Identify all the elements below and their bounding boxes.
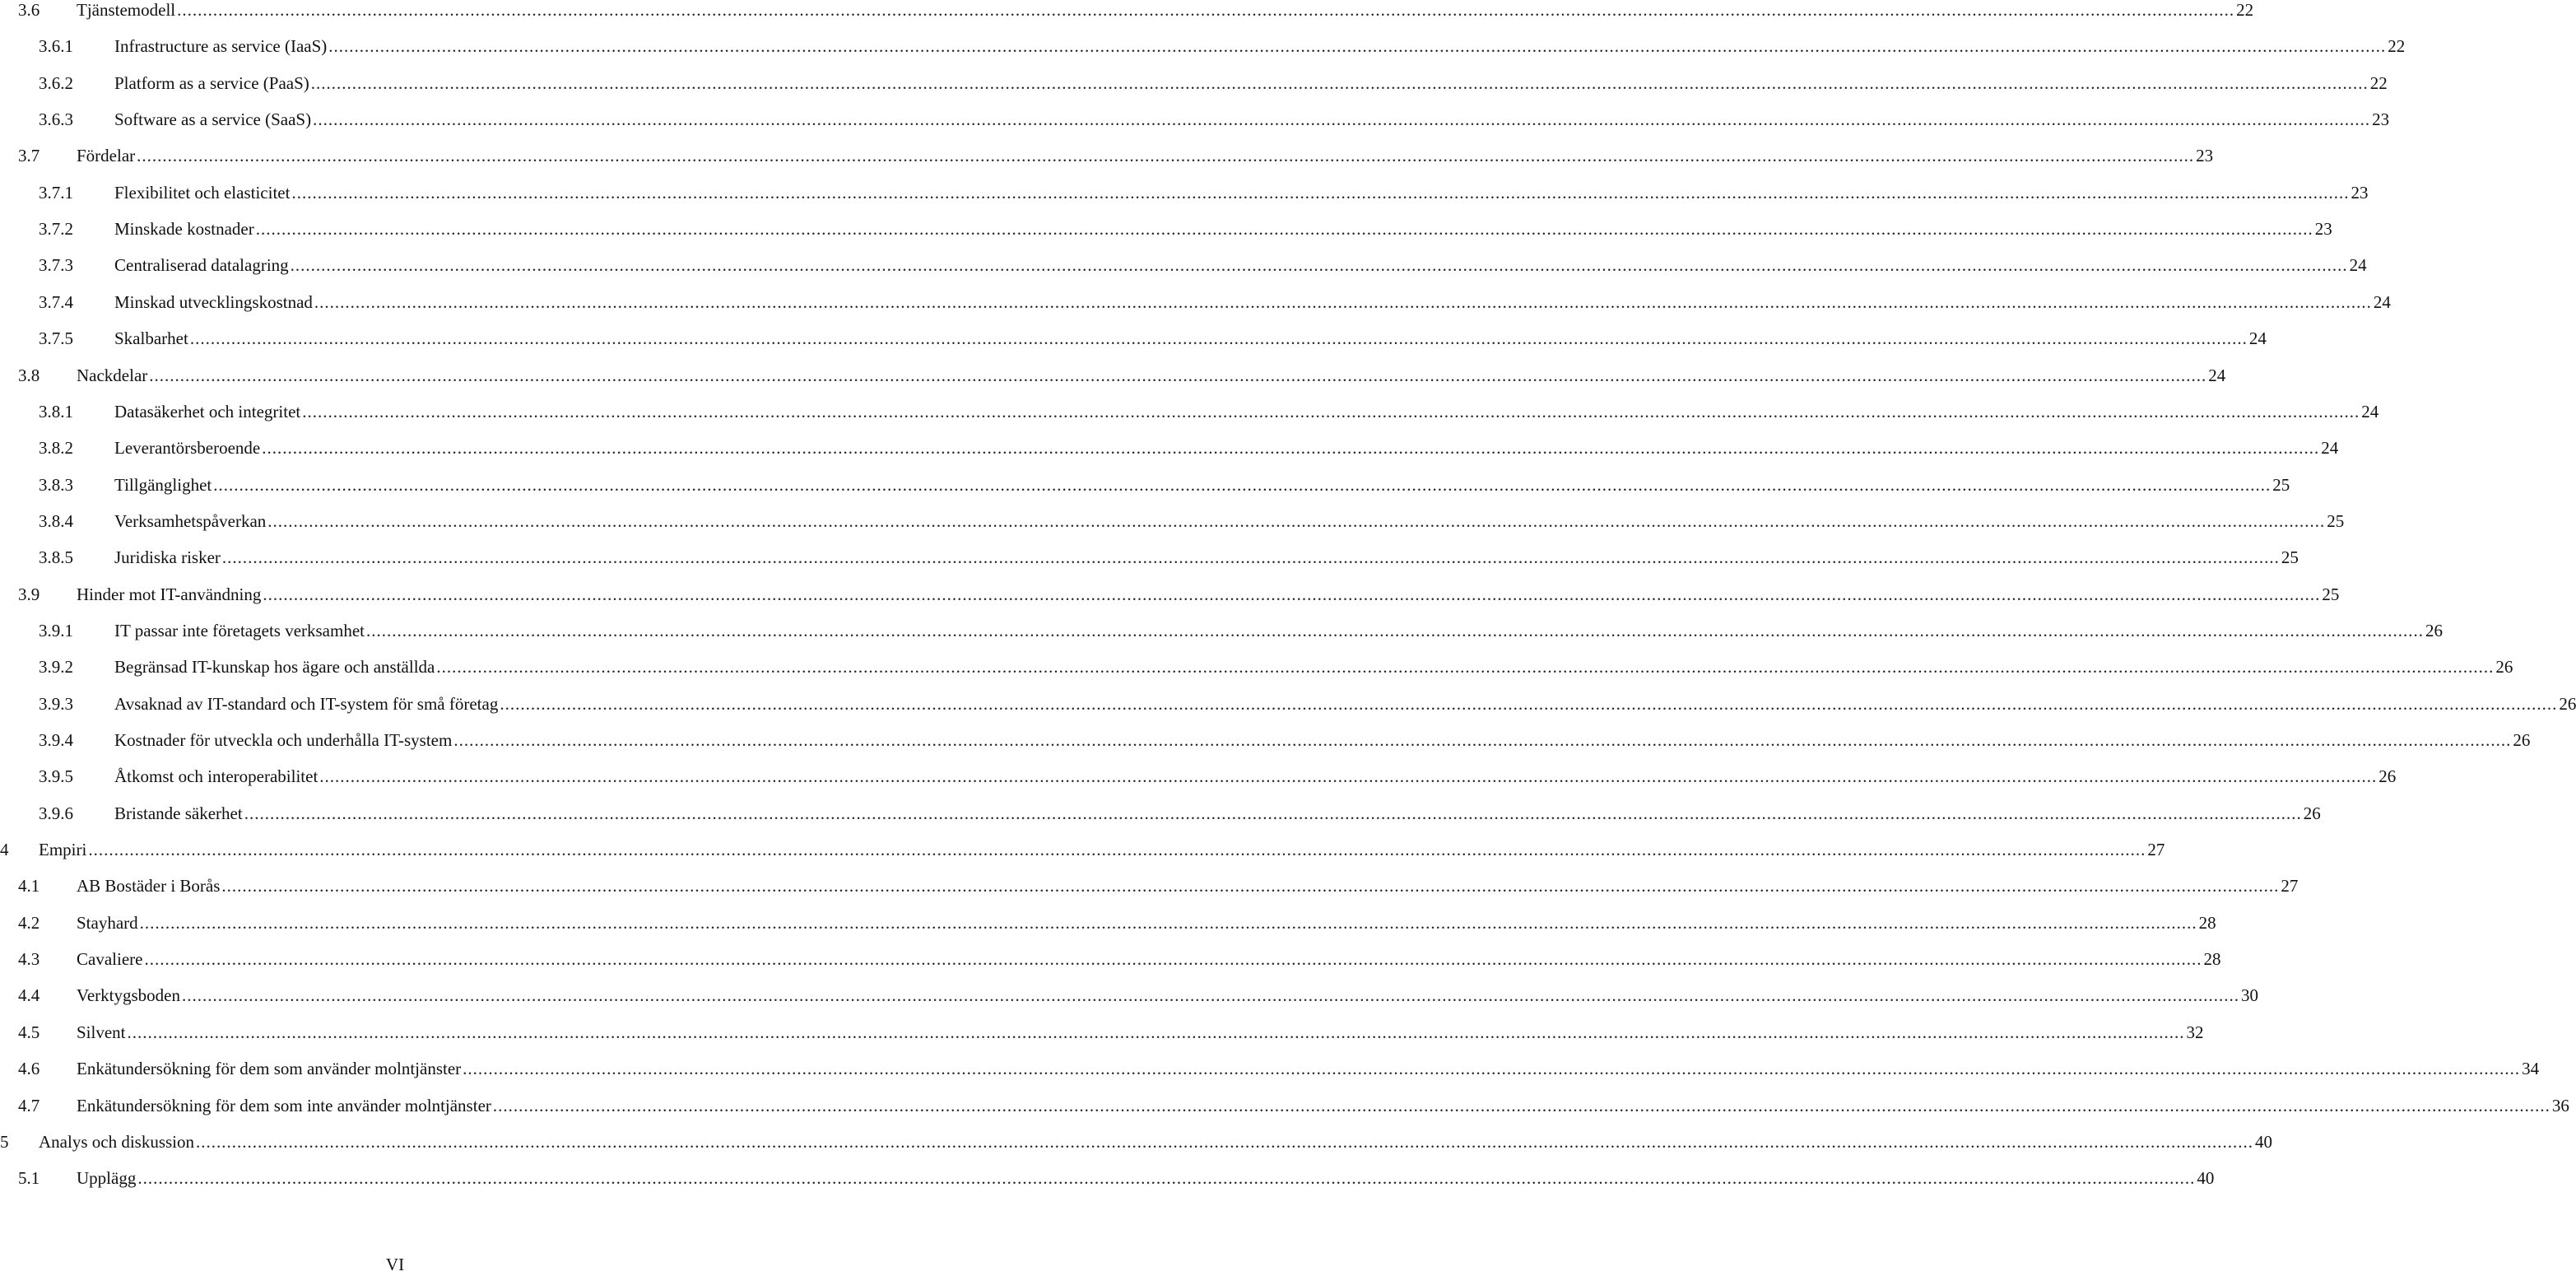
- toc-entry-title: Silvent: [77, 1022, 126, 1042]
- toc-entry-number: 3.7.5: [39, 328, 73, 348]
- toc-dot-leader: ................................................................................................................................................................................................................................................................................................................................................................................................................: [139, 912, 2197, 933]
- toc-entry-number: 3.7.4: [39, 291, 73, 312]
- toc-entry-page: 30: [2240, 985, 2258, 1005]
- toc-entry-number: 3.6.3: [39, 109, 73, 129]
- toc-dot-leader: ................................................................................................................................................................................................................................................................................................................................................................................................................: [436, 656, 2495, 677]
- toc-entry-page: 26: [2513, 729, 2531, 750]
- toc-entry-number: 4.1: [18, 875, 40, 896]
- toc-entry[interactable]: [0, 1056, 2540, 1081]
- toc-entry-title: Centraliserad datalagring: [114, 254, 289, 275]
- toc-entry-title: Platform as a service (PaaS): [114, 72, 309, 93]
- toc-entry-page: 28: [2198, 912, 2216, 933]
- toc-dot-leader: ................................................................................................................................................................................................................................................................................................................................................................................................................: [221, 547, 2280, 567]
- toc-entry-page: 24: [2361, 401, 2379, 421]
- toc-entry-page: 24: [2248, 328, 2267, 348]
- toc-entry-number: 5: [0, 1131, 9, 1152]
- toc-dot-leader: ................................................................................................................................................................................................................................................................................................................................................................................................................: [189, 328, 2248, 348]
- toc-entry-page: 22: [2236, 0, 2254, 20]
- toc-entry-title: Fördelar: [77, 145, 136, 165]
- toc-dot-leader: ................................................................................................................................................................................................................................................................................................................................................................................................................: [453, 729, 2512, 750]
- toc-entry-number: 4.5: [18, 1022, 40, 1042]
- toc-entry[interactable]: [0, 1020, 2204, 1045]
- toc-entry[interactable]: [0, 692, 2576, 716]
- toc-entry[interactable]: [0, 0, 2254, 22]
- toc-entry-page: 40: [2197, 1167, 2215, 1188]
- toc-entry-page: 25: [2281, 547, 2299, 567]
- toc-entry[interactable]: [0, 107, 2390, 132]
- toc-entry-title: Verksamhetspåverkan: [114, 510, 267, 531]
- toc-entry-title: Enkätundersökning för dem som använder molntjänster: [77, 1058, 462, 1078]
- toc-entry[interactable]: [0, 1129, 2272, 1154]
- toc-entry-number: 4.6: [18, 1058, 40, 1078]
- toc-entry-title: Skalbarhet: [114, 328, 188, 348]
- toc-dot-leader: ................................................................................................................................................................................................................................................................................................................................................................................................................: [144, 948, 2202, 969]
- toc-entry[interactable]: [0, 399, 2379, 424]
- toc-entry-page: 36: [2551, 1095, 2569, 1115]
- toc-dot-leader: ................................................................................................................................................................................................................................................................................................................................................................................................................: [262, 437, 2320, 458]
- toc-entry-page: 22: [2388, 35, 2406, 56]
- toc-entry[interactable]: [0, 435, 2339, 460]
- toc-entry[interactable]: [0, 618, 2443, 643]
- toc-entry-title: AB Bostäder i Borås: [77, 875, 221, 896]
- toc-entry-page: 26: [2425, 620, 2443, 640]
- toc-entry-number: 3.9.2: [39, 656, 73, 677]
- toc-entry[interactable]: [0, 947, 2221, 971]
- toc-entry-page: 34: [2522, 1058, 2540, 1078]
- toc-entry[interactable]: [0, 217, 2332, 241]
- toc-entry[interactable]: [0, 71, 2388, 95]
- toc-entry-page: 23: [2314, 218, 2332, 239]
- toc-entry-number: 3.8.2: [39, 437, 73, 458]
- toc-dot-leader: ................................................................................................................................................................................................................................................................................................................................................................................................................: [127, 1022, 2185, 1042]
- toc-entry[interactable]: [0, 253, 2367, 277]
- toc-entry[interactable]: [0, 1093, 2569, 1118]
- toc-entry[interactable]: [0, 873, 2299, 898]
- toc-entry-number: 4.4: [18, 985, 40, 1005]
- toc-entry-title: Flexibilitet och elasticitet: [114, 182, 291, 203]
- toc-entry[interactable]: [0, 764, 2397, 789]
- toc-dot-leader: ................................................................................................................................................................................................................................................................................................................................................................................................................: [319, 766, 2378, 786]
- toc-entry-title: Leverantörsberoende: [114, 437, 261, 458]
- toc-dot-leader: ................................................................................................................................................................................................................................................................................................................................................................................................................: [137, 145, 2195, 165]
- toc-entry[interactable]: [0, 509, 2345, 533]
- toc-entry-title: Kostnader för utveckla och underhålla IT-system: [114, 729, 453, 750]
- toc-entry-title: Hinder mot IT-användning: [77, 584, 262, 604]
- toc-entry-page: 27: [2147, 839, 2165, 859]
- toc-entry-page: 26: [2378, 766, 2397, 786]
- toc-dot-leader: ................................................................................................................................................................................................................................................................................................................................................................................................................: [313, 109, 2371, 129]
- toc-entry[interactable]: [0, 910, 2216, 935]
- toc-entry[interactable]: [0, 582, 2340, 607]
- toc-entry-page: 32: [2186, 1022, 2204, 1042]
- toc-dot-leader: ................................................................................................................................................................................................................................................................................................................................................................................................................: [290, 254, 2348, 275]
- toc-entry-page: 25: [2322, 584, 2340, 604]
- toc-entry-number: 3.6.2: [39, 72, 73, 93]
- toc-entry-number: 3.8.3: [39, 474, 73, 495]
- toc-dot-leader: ................................................................................................................................................................................................................................................................................................................................................................................................................: [328, 35, 2387, 56]
- toc-entry-title: Infrastructure as service (IaaS): [114, 35, 328, 56]
- toc-entry-title: Cavaliere: [77, 948, 143, 969]
- toc-entry-title: Begränsad IT-kunskap hos ägare och anställda: [114, 656, 435, 677]
- toc-entry-title: Empiri: [39, 839, 87, 859]
- toc-entry-number: 3.9.6: [39, 803, 73, 823]
- toc-dot-leader: ................................................................................................................................................................................................................................................................................................................................................................................................................: [196, 1131, 2253, 1152]
- toc-entry-title: Tjänstemodell: [77, 0, 176, 20]
- toc-dot-leader: ................................................................................................................................................................................................................................................................................................................................................................................................................: [492, 1095, 2550, 1115]
- toc-entry[interactable]: [0, 837, 2165, 862]
- toc-entry-page: 26: [2303, 803, 2321, 823]
- toc-dot-leader: ................................................................................................................................................................................................................................................................................................................................................................................................................: [302, 401, 2360, 421]
- toc-entry[interactable]: [0, 363, 2226, 388]
- toc-entry-page: 24: [2373, 291, 2391, 312]
- toc-entry-title: Verktygsboden: [77, 985, 180, 1005]
- toc-entry-title: Enkätundersökning för dem som inte använder molntjänster: [77, 1095, 491, 1115]
- toc-entry-page: 26: [2559, 693, 2576, 714]
- toc-dot-leader: ................................................................................................................................................................................................................................................................................................................................................................................................................: [177, 0, 2235, 20]
- toc-entry-number: 4.3: [18, 948, 40, 969]
- toc-entry-page: 40: [2255, 1131, 2272, 1152]
- toc-entry-page: 24: [2349, 254, 2367, 275]
- toc-dot-leader: ................................................................................................................................................................................................................................................................................................................................................................................................................: [137, 1167, 2196, 1188]
- toc-entry-number: 3.7.2: [39, 218, 73, 239]
- toc-dot-leader: ................................................................................................................................................................................................................................................................................................................................................................................................................: [181, 985, 2239, 1005]
- toc-entry-title: Analys och diskussion: [39, 1131, 194, 1152]
- toc-entry-number: 3.7: [18, 145, 40, 165]
- toc-entry-page: 23: [2372, 109, 2390, 129]
- page-number: VI: [385, 1255, 405, 1274]
- toc-entry-title: Datasäkerhet och integritet: [114, 401, 301, 421]
- toc-entry-number: 3.7.1: [39, 182, 73, 203]
- toc-dot-leader: ................................................................................................................................................................................................................................................................................................................................................................................................................: [255, 218, 2313, 239]
- toc-entry-title: Minskad utvecklingskostnad: [114, 291, 313, 312]
- toc-dot-leader: ................................................................................................................................................................................................................................................................................................................................................................................................................: [366, 620, 2424, 640]
- toc-entry-page: 25: [2327, 510, 2345, 531]
- toc-dot-leader: ................................................................................................................................................................................................................................................................................................................................................................................................................: [88, 839, 2146, 859]
- toc-dot-leader: ................................................................................................................................................................................................................................................................................................................................................................................................................: [263, 584, 2321, 604]
- toc-entry-number: 5.1: [18, 1167, 40, 1188]
- toc-entry[interactable]: [0, 654, 2513, 679]
- toc-entry-number: 3.9.4: [39, 729, 73, 750]
- toc-entry-title: Tillgänglighet: [114, 474, 212, 495]
- toc-entry-title: Stayhard: [77, 912, 138, 933]
- toc-entry[interactable]: [0, 143, 2214, 168]
- toc-entry-page: 25: [2272, 474, 2290, 495]
- toc-entry-page: 23: [2350, 182, 2369, 203]
- toc-entry-title: Avsaknad av IT-standard och IT-system för små företag: [114, 693, 499, 714]
- toc-entry-number: 3.9.3: [39, 693, 73, 714]
- toc-entry-number: 3.8: [18, 365, 40, 385]
- toc-entry-number: 4.7: [18, 1095, 40, 1115]
- toc-entry-number: 4: [0, 839, 9, 859]
- toc-entry-title: Bristande säkerhet: [114, 803, 243, 823]
- toc-entry-title: Minskade kostnader: [114, 218, 254, 239]
- toc-entry-number: 3.7.3: [39, 254, 73, 275]
- toc-entry-number: 3.6.1: [39, 35, 73, 56]
- toc-entry[interactable]: [0, 801, 2321, 826]
- toc-entry[interactable]: [0, 34, 2406, 58]
- toc-entry-number: 3.8.4: [39, 510, 73, 531]
- toc-entry-number: 3.9: [18, 584, 40, 604]
- toc-dot-leader: ................................................................................................................................................................................................................................................................................................................................................................................................................: [244, 803, 2302, 823]
- toc-entry-number: 3.6: [18, 0, 40, 20]
- toc-dot-leader: ................................................................................................................................................................................................................................................................................................................................................................................................................: [314, 291, 2372, 312]
- toc-dot-leader: ................................................................................................................................................................................................................................................................................................................................................................................................................: [500, 693, 2558, 714]
- toc-entry-page: 28: [2203, 948, 2221, 969]
- toc-entry-page: 24: [2208, 365, 2226, 385]
- toc-entry-title: Nackdelar: [77, 365, 148, 385]
- toc-entry[interactable]: [0, 180, 2369, 205]
- toc-dot-leader: ................................................................................................................................................................................................................................................................................................................................................................................................................: [463, 1058, 2521, 1078]
- toc-entry-page: 23: [2196, 145, 2214, 165]
- toc-entry-title: Åtkomst och interoperabilitet: [114, 766, 319, 786]
- toc-dot-leader: ................................................................................................................................................................................................................................................................................................................................................................................................................: [310, 72, 2369, 93]
- toc-entry-page: 24: [2321, 437, 2339, 458]
- toc-entry-number: 3.9.5: [39, 766, 73, 786]
- toc-entry[interactable]: [0, 1166, 2215, 1190]
- toc-entry[interactable]: [0, 326, 2267, 351]
- toc-entry-page: 26: [2495, 656, 2513, 677]
- toc-entry-title: IT passar inte företagets verksamhet: [114, 620, 365, 640]
- toc-entry-number: 3.8.1: [39, 401, 73, 421]
- toc-entry[interactable]: [0, 290, 2391, 314]
- toc-dot-leader: ................................................................................................................................................................................................................................................................................................................................................................................................................: [149, 365, 2207, 385]
- toc-dot-leader: ................................................................................................................................................................................................................................................................................................................................................................................................................: [213, 474, 2271, 495]
- toc-entry-title: Upplägg: [77, 1167, 137, 1188]
- toc-entry-number: 4.2: [18, 912, 40, 933]
- toc-entry-title: Juridiska risker: [114, 547, 221, 567]
- toc-entry-page: 22: [2369, 72, 2388, 93]
- toc-dot-leader: ................................................................................................................................................................................................................................................................................................................................................................................................................: [291, 182, 2350, 203]
- toc-entry-number: 3.9.1: [39, 620, 73, 640]
- toc-entry-page: 27: [2281, 875, 2299, 896]
- toc-entry[interactable]: [0, 473, 2290, 497]
- toc-entry[interactable]: [0, 983, 2258, 1008]
- toc-entry[interactable]: [0, 728, 2531, 752]
- toc-entry-title: Software as a service (SaaS): [114, 109, 312, 129]
- toc-entry-number: 3.8.5: [39, 547, 73, 567]
- toc-dot-leader: ................................................................................................................................................................................................................................................................................................................................................................................................................: [267, 510, 2326, 531]
- toc-dot-leader: ................................................................................................................................................................................................................................................................................................................................................................................................................: [221, 875, 2280, 896]
- toc-entry[interactable]: [0, 545, 2299, 570]
